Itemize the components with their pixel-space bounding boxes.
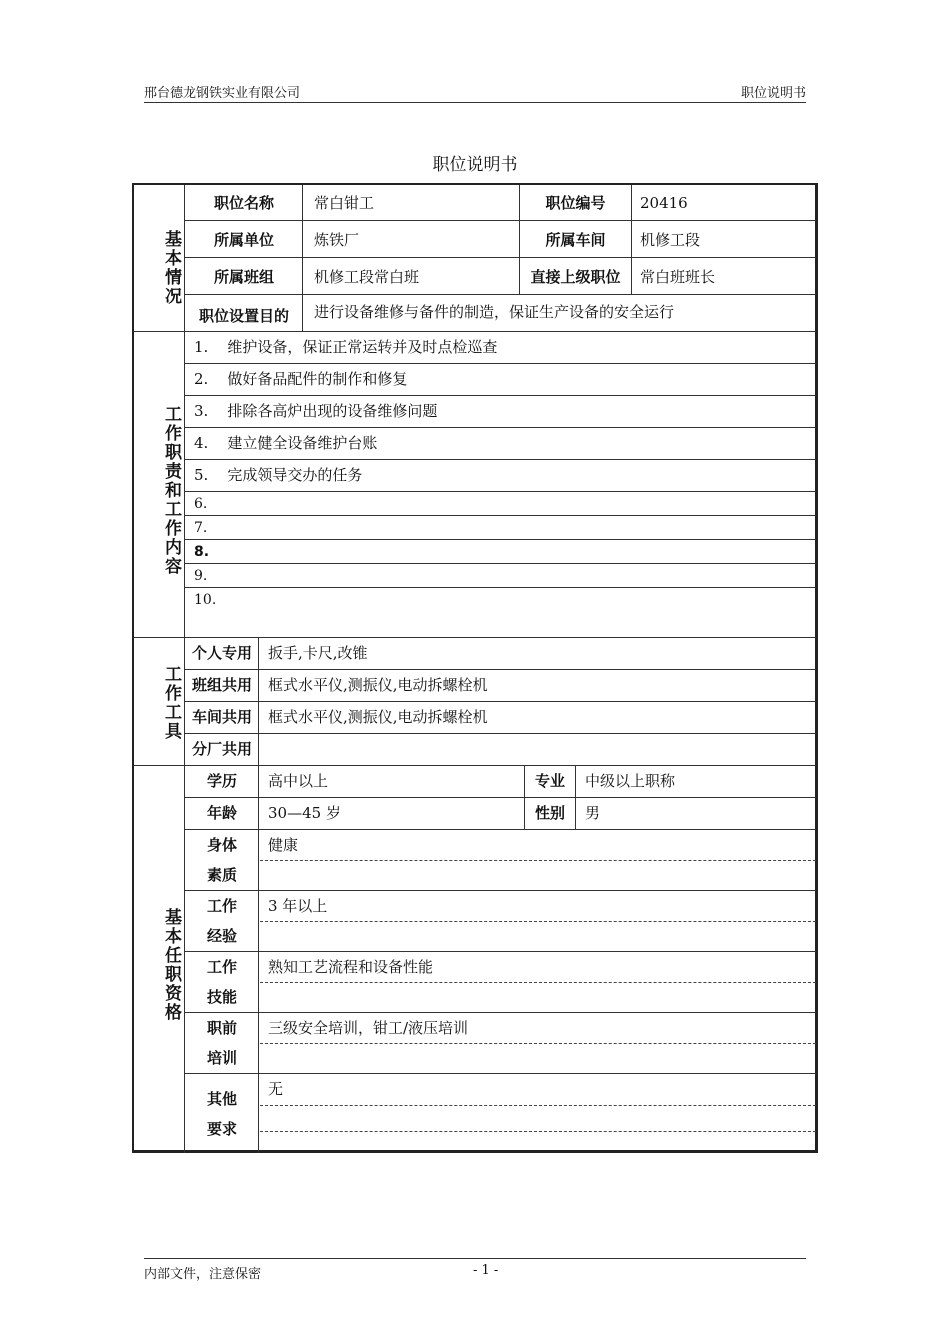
qual-value: 3 年以上 [268,897,328,915]
tool-label: 车间共用 [191,708,252,726]
qual-label: 职前 [206,1019,237,1037]
gender-label: 性别 [534,804,565,822]
duty-item: 5. 完成领导交办的任务 [194,466,363,484]
duty-item: 8. [194,544,210,560]
section-qualifications-label: 基本任职资格 [161,908,181,1022]
unit-label: 所属单位 [213,231,274,249]
page-footer [144,1258,806,1282]
position-code-value: 20416 [640,194,688,212]
tool-value: 扳手,卡尺,改锥 [268,644,368,662]
age-label: 年龄 [206,804,237,822]
major-label: 专业 [534,772,565,790]
job-description-table [132,183,818,1153]
qual-label: 工作 [206,897,237,915]
tool-value: 框式水平仪,测振仪,电动拆螺栓机 [268,708,488,726]
qual-label: 培训 [206,1049,237,1067]
position-name-label: 职位名称 [213,194,274,212]
qual-label: 经验 [206,927,237,945]
tool-label: 个人专用 [191,644,252,662]
page-number: - 1 - [473,1263,499,1278]
confidential-note: 内部文件，注意保密 [144,1267,262,1282]
gender-value: 男 [585,804,601,822]
team-label: 所属班组 [213,268,274,286]
position-code-label: 职位编号 [545,194,606,212]
document-title: 职位说明书 [432,155,518,175]
header-doc-type: 职位说明书 [740,86,806,101]
workshop-value: 机修工段 [640,231,701,249]
purpose-value: 进行设备维修与备件的制造，保证生产设备的安全运行 [314,303,675,321]
section-tools-label: 工作工具 [161,665,181,741]
qual-label: 工作 [206,958,237,976]
purpose-label: 职位设置目的 [198,307,289,325]
company-name: 邢台德龙钢铁实业有限公司 [144,86,301,101]
education-value: 高中以上 [268,772,329,790]
qual-value: 熟知工艺流程和设备性能 [268,958,434,976]
duty-item: 4. 建立健全设备维护台账 [194,434,378,452]
qual-value: 三级安全培训，钳工/液压培训 [268,1019,469,1037]
qual-label: 身体 [206,836,237,854]
position-name-value: 常白钳工 [314,194,375,212]
page-header [144,82,806,103]
education-label: 学历 [206,772,237,790]
duty-item: 9. [194,568,208,584]
unit-value: 炼铁厂 [314,231,360,249]
duty-item: 1. 维护设备，保证正常运转并及时点检巡查 [194,338,498,356]
tool-label: 分厂共用 [191,740,252,758]
duty-item: 6. [194,496,208,512]
workshop-label: 所属车间 [545,231,606,249]
section-duties-label: 工作职责和工作内容 [161,404,181,576]
duty-item: 3. 排除各高炉出现的设备维修问题 [194,402,438,420]
duty-item: 10. [194,592,217,608]
section-basic-label: 基本情况 [161,230,181,306]
qual-label: 素质 [206,866,237,884]
qual-label: 其他 [206,1090,237,1108]
tool-value: 框式水平仪,测振仪,电动拆螺栓机 [268,676,488,694]
duty-item: 2. 做好备品配件的制作和修复 [194,370,408,388]
team-value: 机修工段常白班 [314,268,420,286]
age-value: 30—45 岁 [268,804,341,822]
qual-label: 技能 [206,988,237,1006]
major-value: 中级以上职称 [585,772,676,790]
tool-label: 班组共用 [191,676,252,694]
qual-label: 要求 [206,1120,237,1138]
qual-value: 无 [268,1080,284,1098]
duty-item: 7. [194,520,208,536]
superior-label: 直接上级职位 [530,268,621,286]
superior-value: 常白班班长 [640,268,716,286]
qual-value: 健康 [268,836,299,854]
